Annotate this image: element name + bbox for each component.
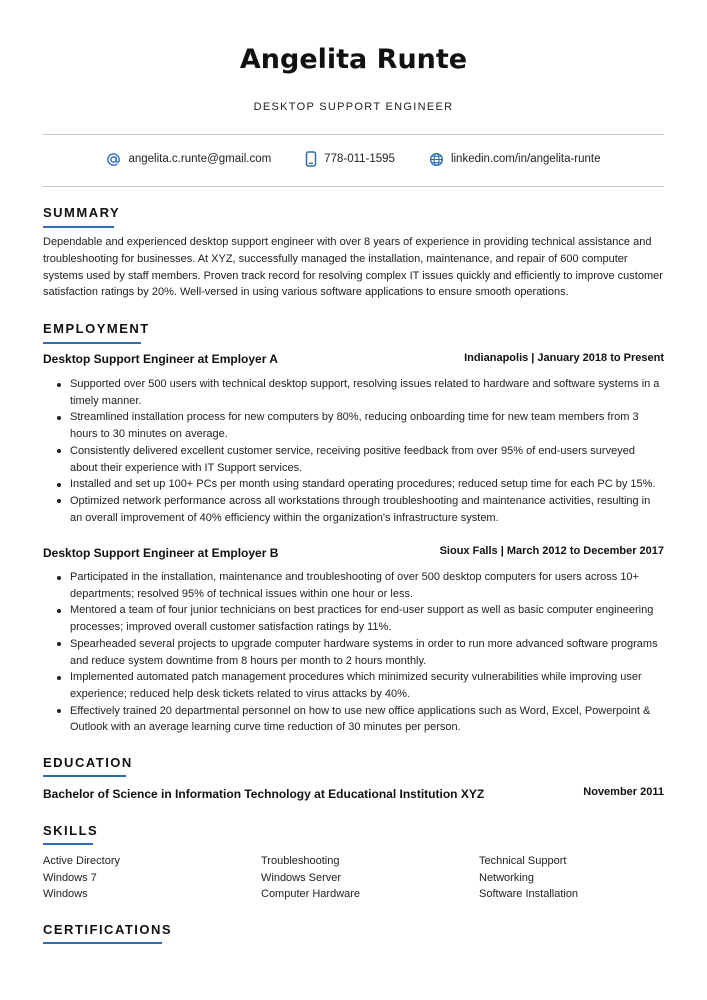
list-item: Mentored a team of four junior technicians on best practices for end-user support as well as basic computer engineering processes; improved overall customer satisfaction ratings by 11%.: [43, 602, 665, 635]
header-divider-top: [43, 134, 664, 135]
contact-email[interactable]: [106, 151, 271, 167]
job-role: DESKTOP SUPPORT ENGINEER: [253, 101, 454, 113]
skill-item: Windows 7: [43, 871, 97, 884]
certifications-underline: [43, 942, 162, 944]
education-heading: EDUCATION: [43, 755, 133, 770]
email-text: angelita.c.runte@gmail.com: [128, 153, 272, 165]
employment-underline: [43, 342, 141, 344]
skill-item: Networking: [479, 871, 535, 884]
skill-item: Active Directory: [43, 855, 121, 867]
skill-item: Windows: [43, 888, 88, 901]
list-item: Effectively trained 20 departmental personnel on how to use new office applications such as Word, Excel, Powerpoint & Outlook with an average learning curve time reduction of 30 minutes per person.: [43, 703, 665, 736]
summary-heading: SUMMARY: [43, 205, 121, 220]
at-sign-icon: [106, 152, 121, 167]
contact-phone[interactable]: [305, 151, 395, 167]
job-bullets-employer-a: [43, 376, 665, 526]
list-item: Supported over 500 users with technical desktop support, resolving issues related to hardware and software systems in a timely manner.: [43, 376, 665, 409]
skill-item: Technical Support: [479, 855, 567, 867]
skills-grid: [43, 853, 665, 903]
globe-icon: [429, 152, 444, 167]
education-date: November 2011: [583, 786, 664, 798]
list-item: Implemented automated patch management procedures which minimized security vulnerabilities while improving user experience; reduced help desk tickets related to virus attacks by 40%.: [43, 669, 665, 702]
job-meta-employer-a: Indianapolis | January 2018 to Present: [464, 352, 664, 364]
phone-icon: [305, 151, 317, 167]
skills-underline: [43, 843, 93, 845]
phone-text: 778-011-1595: [324, 153, 395, 165]
list-item: Consistently delivered excellent customer service, receiving positive feedback from over 95% of end-users surveyed about their experience with IT Support services.: [43, 443, 665, 476]
education-underline: [43, 775, 126, 777]
job-title-employer-b: Desktop Support Engineer at Employer B: [43, 546, 279, 560]
contact-linkedin[interactable]: [429, 151, 601, 167]
job-meta-employer-b: Sioux Falls | March 2012 to December 2017: [439, 545, 664, 557]
skill-item: Software Installation: [479, 888, 579, 901]
summary-text: Dependable and experienced desktop support engineer with over 8 years of experience in providing technical assistance and troubleshooting for businesses. At XYZ, successfully managed the installation, maintenance, and repair of 600 computer systems used by staff members. Proven track record for resolving complex IT issues quickly and efficiently to improve customer satisfaction ratings by 20%. Well-versed in using various software applications to ensure smooth operations.: [43, 236, 663, 299]
skill-item: Computer Hardware: [261, 888, 361, 901]
skill-item: Troubleshooting: [261, 855, 340, 867]
job-bullets-employer-b: [43, 569, 665, 736]
list-item: Installed and set up 100+ PCs per month using standard operating procedures; reduced setup time for each PC by 15%.: [43, 476, 665, 493]
list-item: Optimized network performance across all workstations through troubleshooting and maintenance activities, resulting in an overall improvement of 40% efficiency within the organization's infrastructure system.: [43, 493, 665, 526]
candidate-name: Angelita Runte: [239, 44, 468, 75]
summary-underline: [43, 226, 114, 228]
list-item: Spearheaded several projects to upgrade computer hardware systems in order to run more advanced software programs and reduce system downtime from 8 hours per month to 2 hours monthly.: [43, 636, 665, 669]
linkedin-text: linkedin.com/in/angelita-runte: [450, 153, 601, 165]
list-item: Streamlined installation process for new computers by 80%, reducing onboarding time for new team members from 3 hours to 30 minutes on average.: [43, 409, 665, 442]
skill-item: Windows Server: [261, 871, 342, 884]
header-divider-bottom: [43, 186, 664, 187]
certifications-heading: CERTIFICATIONS: [43, 922, 173, 937]
job-title-employer-a: Desktop Support Engineer at Employer A: [43, 352, 278, 366]
contact-bar: [0, 151, 707, 167]
employment-heading: EMPLOYMENT: [43, 321, 150, 336]
skills-heading: SKILLS: [43, 823, 99, 838]
education-degree: Bachelor of Science in Information Technology at Educational Institution XYZ: [43, 787, 485, 801]
list-item: Participated in the installation, maintenance and troubleshooting of over 500 desktop computers for users across 10+ departments; resolved 95% of technical issues within one hour or less.: [43, 569, 665, 602]
